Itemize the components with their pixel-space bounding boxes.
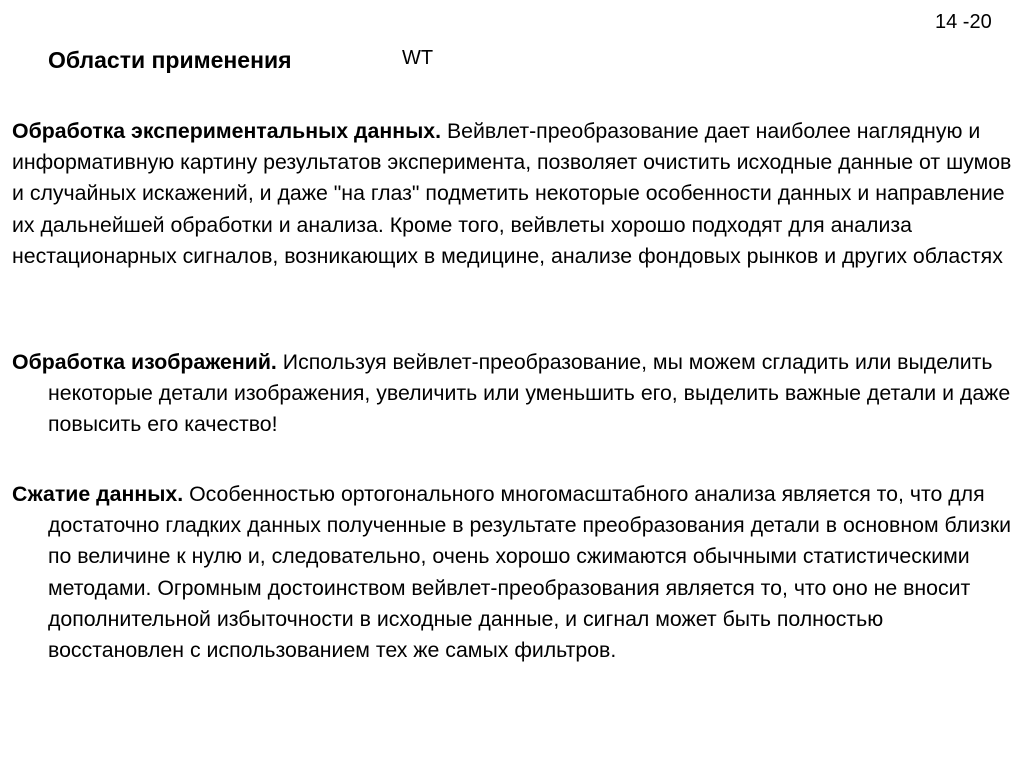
page-number: 14 -20 [935, 11, 992, 33]
section-image-processing [12, 347, 1022, 441]
section-experimental-data [12, 116, 1017, 272]
section-heading: Обработка экспериментальных данных. [12, 119, 442, 143]
section-data-compression [12, 479, 1022, 666]
section-text: Особенностью ортогонального многомасштабного анализа является то, что для достаточно гладких данных полученные в результате преобразования детали в основном близки по величине к нулю и, следовательно, очень хорошо сжимаются обычными статистическими методами. Огромным достоинством вейвлет-преобразования является то, что оно не вносит дополнительной избыточности в исходные данные, и сигнал может быть полностью восстановлен с использованием тех же самых фильтров. [48, 482, 1012, 663]
topic-tag: WT [402, 47, 434, 69]
section-text: Используя вейвлет-преобразование, мы можем сгладить или выделить некоторые детали изображения, увеличить или уменьшить его, выделить важные детали и даже повысить его качество! [48, 350, 1011, 437]
section-text: Вейвлет-преобразование дает наиболее наглядную и информативную картину результатов эксперимента, позволяет очистить исходные данные от шумов и случайных искажений, и даже "на глаз" подметить некоторые особенности данных и направление их дальнейшей обработки и анализа. Кроме того, вейвлеты хорошо подходят для анализа нестационарных сигналов, возникающих в медицине, анализе фондовых рынков и других областях [12, 119, 1012, 268]
section-heading: Сжатие данных. [12, 482, 184, 506]
section-heading: Обработка изображений. [12, 350, 277, 374]
page-title: Области применения [48, 47, 292, 73]
